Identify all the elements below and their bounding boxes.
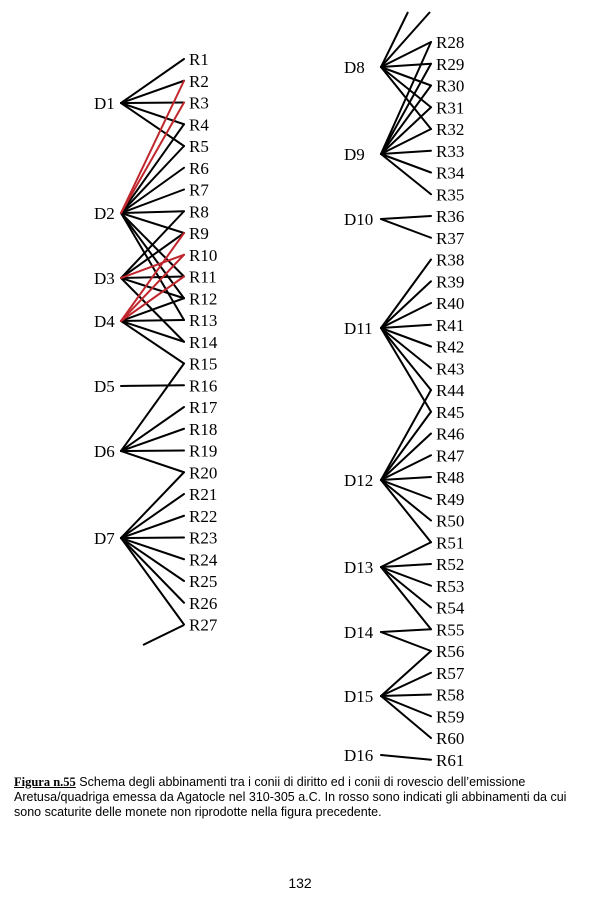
reverse-die-r13: R13 (189, 311, 218, 330)
reverse-die-r11: R11 (189, 267, 217, 287)
obverse-die-d6: D6 (94, 442, 115, 461)
reverse-die-r50: R50 (436, 511, 465, 531)
reverse-die-r20: R20 (189, 463, 218, 483)
reverse-die-r35: R35 (436, 185, 465, 205)
reverse-die-r18: R18 (189, 419, 218, 439)
reverse-die-r1: R1 (189, 50, 209, 69)
reverse-die-r16: R16 (189, 376, 218, 396)
reverse-die-r25: R25 (189, 572, 218, 591)
obverse-die-d11: D11 (344, 319, 373, 338)
reverse-die-r2: R2 (189, 71, 209, 91)
link-d6-r20 (121, 451, 184, 472)
link-d12-r50 (381, 480, 431, 521)
obverse-die-d16: D16 (344, 746, 374, 765)
reverse-die-r43: R43 (436, 359, 465, 379)
link-d15-r60 (381, 696, 431, 738)
reverse-die-r31: R31 (436, 98, 465, 118)
reverse-die-r44: R44 (436, 381, 465, 400)
link-d2-r6 (121, 168, 184, 213)
reverse-die-r17: R17 (189, 398, 218, 417)
link-d9-r34 (381, 154, 431, 173)
reverse-die-r37: R37 (436, 228, 465, 248)
reverse-die-r10: R10 (189, 245, 218, 265)
reverse-die-r9: R9 (189, 224, 209, 243)
link-d13-r51 (381, 542, 431, 567)
link-d9-r35 (381, 154, 431, 194)
reverse-die-r55: R55 (436, 620, 465, 640)
obverse-die-d7: D7 (94, 529, 115, 548)
link-d5-r16 (121, 385, 184, 386)
obverse-die-d3: D3 (94, 269, 115, 288)
reverse-die-r28: R28 (436, 33, 465, 52)
obverse-die-d14: D14 (344, 623, 374, 642)
reverse-die-r6: R6 (189, 158, 209, 178)
link-d12-r44 (381, 390, 431, 480)
reverse-die-r56: R56 (436, 642, 465, 661)
link-d2-r3-highlighted (121, 103, 184, 214)
link-d12-r46 (381, 434, 431, 481)
reverse-die-r23: R23 (189, 528, 218, 548)
link-stub-3 (143, 625, 184, 645)
link-d4-r13 (121, 320, 184, 321)
obverse-die-d10: D10 (344, 210, 374, 229)
link-d16-r61 (381, 755, 431, 760)
reverse-die-r47: R47 (436, 446, 465, 466)
link-d8-r31 (381, 67, 431, 107)
reverse-die-r14: R14 (189, 332, 218, 352)
reverse-die-r19: R19 (189, 441, 218, 461)
link-d10-r36 (381, 216, 431, 219)
reverse-die-r52: R52 (436, 555, 465, 574)
link-d6-r15 (121, 364, 184, 452)
reverse-die-r54: R54 (436, 598, 465, 618)
link-d7-r23 (121, 538, 184, 539)
reverse-die-r33: R33 (436, 141, 465, 161)
link-d2-r8 (121, 211, 184, 213)
reverse-die-r57: R57 (436, 663, 465, 683)
obverse-die-d13: D13 (344, 558, 374, 577)
link-stub-1 (381, 12, 408, 67)
reverse-die-r29: R29 (436, 54, 465, 74)
reverse-die-r3: R3 (189, 93, 209, 113)
obverse-die-d1: D1 (94, 94, 115, 113)
link-d1-r5 (121, 103, 184, 146)
link-d9-r31 (381, 107, 431, 154)
link-d7-r21 (121, 494, 184, 538)
figure-label: Figura n.55 (14, 775, 76, 789)
reverse-die-r41: R41 (436, 315, 465, 335)
page-number: 132 (288, 875, 312, 891)
reverse-die-r49: R49 (436, 489, 465, 509)
reverse-die-r42: R42 (436, 337, 465, 357)
link-d10-r37 (381, 219, 431, 238)
reverse-die-r32: R32 (436, 120, 465, 139)
link-d15-r56 (381, 651, 431, 696)
reverse-die-r59: R59 (436, 707, 465, 727)
link-d15-r59 (381, 696, 431, 716)
link-d13-r54 (381, 567, 431, 608)
link-d6-r19 (121, 451, 184, 452)
reverse-die-r61: R61 (436, 750, 465, 770)
reverse-die-r15: R15 (189, 354, 218, 374)
obverse-die-d8: D8 (344, 58, 365, 77)
reverse-die-r40: R40 (436, 294, 465, 313)
reverse-die-r5: R5 (189, 137, 209, 156)
reverse-die-r39: R39 (436, 272, 465, 292)
link-d11-r43 (381, 328, 431, 368)
obverse-die-d12: D12 (344, 471, 374, 490)
figure-caption (14, 775, 589, 820)
reverse-die-r53: R53 (436, 576, 465, 596)
reverse-die-r24: R24 (189, 550, 218, 570)
reverse-die-r46: R46 (436, 424, 465, 444)
reverse-die-r38: R38 (436, 250, 465, 270)
reverse-die-r21: R21 (189, 485, 218, 504)
reverse-die-r51: R51 (436, 533, 465, 553)
link-d6-r18 (121, 429, 184, 451)
link-d11-r38 (381, 260, 431, 329)
obverse-die-d9: D9 (344, 145, 365, 164)
link-d7-r20 (121, 472, 184, 538)
obverse-die-d15: D15 (344, 687, 374, 706)
reverse-die-r22: R22 (189, 506, 218, 526)
link-d7-r27 (121, 538, 184, 625)
reverse-die-r27: R27 (189, 615, 218, 635)
link-d11-r45 (381, 328, 431, 412)
link-d11-r39 (381, 281, 431, 328)
obverse-die-d2: D2 (94, 204, 115, 223)
reverse-die-r7: R7 (189, 180, 209, 200)
link-d15-r58 (381, 695, 431, 697)
link-d4-r11-highlighted (121, 277, 184, 322)
reverse-die-r34: R34 (436, 163, 465, 183)
reverse-die-r4: R4 (189, 115, 209, 135)
reverse-die-r30: R30 (436, 76, 465, 96)
reverse-die-r8: R8 (189, 202, 209, 222)
link-d3-r9 (121, 233, 184, 278)
link-d14-r55 (381, 629, 431, 632)
reverse-die-r36: R36 (436, 207, 465, 226)
link-d12-r45 (381, 412, 431, 480)
link-d12-r48 (381, 477, 431, 480)
link-d4-r15 (121, 321, 184, 364)
link-d7-r25 (121, 538, 184, 581)
reverse-die-r48: R48 (436, 468, 465, 487)
link-d2-r4 (121, 124, 184, 213)
obverse-die-d5: D5 (94, 377, 115, 396)
reverse-die-r60: R60 (436, 729, 465, 748)
obverse-die-d4: D4 (94, 312, 115, 331)
reverse-die-r12: R12 (189, 289, 218, 309)
link-d6-r17 (121, 407, 184, 451)
reverse-die-r26: R26 (189, 593, 218, 613)
reverse-die-r58: R58 (436, 685, 465, 705)
link-d15-r57 (381, 673, 431, 696)
link-d1-r1 (121, 59, 184, 103)
caption-text: Schema degli abbinamenti tra i conii di diritto ed i conii di rovescio dell’emissione Aretusa/quadriga emessa da Agatocle nel 310-305 a.C. In rosso sono indicati gli abbinamenti da cui sono scaturite delle monete non riprodotte nella figura precedente. (14, 775, 567, 819)
reverse-die-r45: R45 (436, 402, 465, 422)
link-d13-r52 (381, 564, 431, 567)
link-d14-r56 (381, 632, 431, 651)
